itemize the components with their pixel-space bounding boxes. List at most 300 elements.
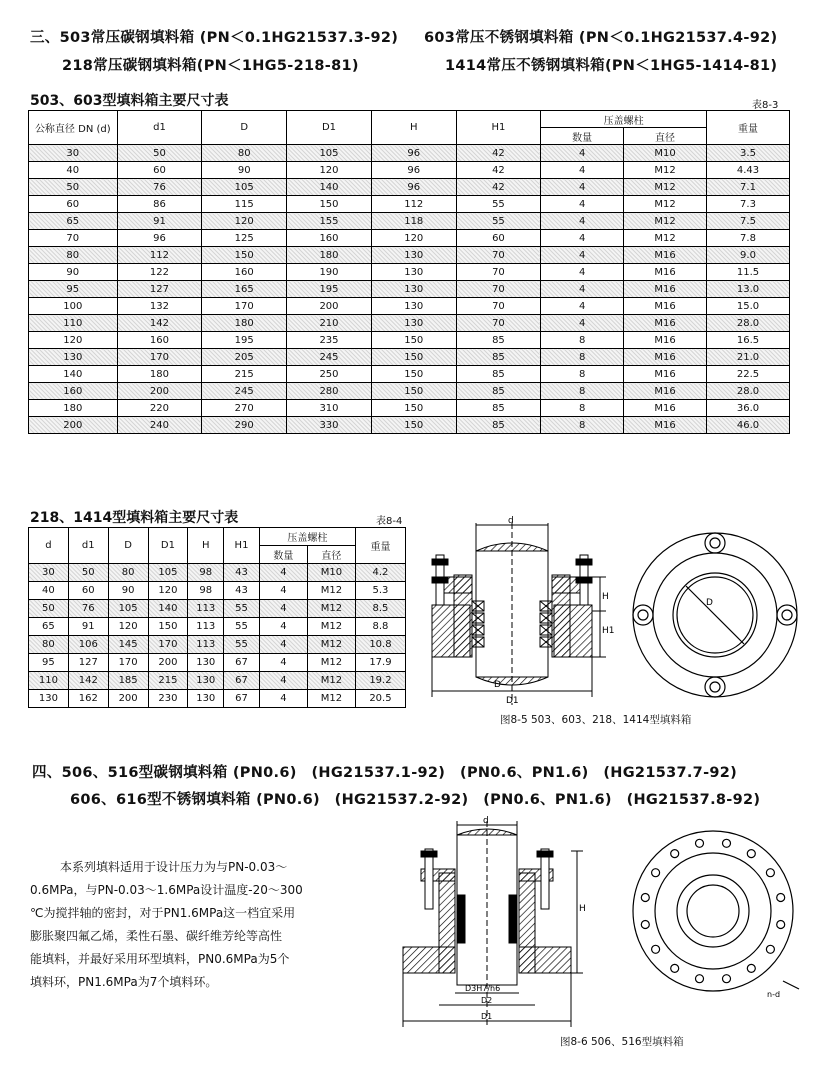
table2-row-cell: 8.8 bbox=[355, 618, 405, 636]
table1-row-cell: 235 bbox=[287, 332, 372, 349]
table1-row-cell: 195 bbox=[287, 281, 372, 298]
table1-row bbox=[29, 247, 790, 264]
table2-header-bolt-group: 压盖螺柱 bbox=[259, 528, 355, 546]
table1-row-cell: 140 bbox=[29, 366, 118, 383]
table2-header-weight: 重量 bbox=[355, 528, 405, 564]
table2-row-cell: 4 bbox=[259, 582, 307, 600]
bolt-hole-icon bbox=[641, 894, 649, 902]
fig86-label-D1: D1 bbox=[481, 1012, 493, 1021]
table1-row-cell: M16 bbox=[624, 247, 707, 264]
description-line-6: 填料环，PN1.6MPa为7个填料环。 bbox=[30, 975, 218, 989]
table1-row-cell: M16 bbox=[624, 366, 707, 383]
table2-row-cell: 127 bbox=[68, 654, 108, 672]
table2-row-cell: 76 bbox=[68, 600, 108, 618]
bolt-hole-icon bbox=[652, 869, 660, 877]
table1-row-cell: 200 bbox=[117, 383, 202, 400]
section4-line1: 四、506、516型碳钢填料箱 (PN0.6) (HG21537.1-92) (PN0.6、PN1.6) (HG21537.7-92) bbox=[32, 765, 738, 781]
bolt-hole-icon bbox=[747, 850, 755, 858]
table2-row-cell: 130 bbox=[188, 690, 224, 708]
table1-row-cell: 180 bbox=[287, 247, 372, 264]
table2-row-cell: 130 bbox=[188, 672, 224, 690]
table1-row-cell: 122 bbox=[117, 264, 202, 281]
table1-row-cell: 250 bbox=[287, 366, 372, 383]
bolt-hole-icon bbox=[641, 921, 649, 929]
table1-header-bolt-group: 压盖螺柱 bbox=[541, 111, 707, 128]
table1-row-cell: 70 bbox=[456, 298, 541, 315]
table2-row-cell: 67 bbox=[224, 690, 260, 708]
table2-row-cell: 110 bbox=[29, 672, 69, 690]
table2-row-cell: 67 bbox=[224, 654, 260, 672]
table2-header-H: H bbox=[188, 528, 224, 564]
table1-row-cell: 91 bbox=[117, 213, 202, 230]
table1 bbox=[28, 110, 790, 434]
table1-row bbox=[29, 315, 790, 332]
table1-row-cell: 70 bbox=[456, 315, 541, 332]
table1-row-cell: 85 bbox=[456, 417, 541, 434]
section3-line2-right: 1414常压不锈钢填料箱(PN＜1HG5-1414-81) bbox=[445, 58, 778, 74]
table2-row-cell: M12 bbox=[307, 654, 355, 672]
table1-row-cell: 13.0 bbox=[707, 281, 790, 298]
table2-row-cell: M12 bbox=[307, 636, 355, 654]
section3-line1-right: 603常压不锈钢填料箱 (PN＜0.1HG21537.4-92) bbox=[424, 30, 778, 46]
table2-row bbox=[29, 582, 406, 600]
table1-row-cell: 30 bbox=[29, 145, 118, 162]
table1-row-cell: 7.1 bbox=[707, 179, 790, 196]
fig86-label-H: H bbox=[579, 904, 586, 914]
table1-row-cell: 120 bbox=[371, 230, 456, 247]
table1-row-cell: 160 bbox=[29, 383, 118, 400]
table2-row-cell: 98 bbox=[188, 564, 224, 582]
table1-row-cell: M16 bbox=[624, 332, 707, 349]
table1-row-cell: 90 bbox=[29, 264, 118, 281]
description-line-4: 膨胀聚四氟乙烯，柔性石墨、碳纤维芳纶等高性 bbox=[30, 929, 283, 943]
table1-header-D1: D1 bbox=[287, 111, 372, 145]
table2-row-cell: M10 bbox=[307, 564, 355, 582]
table1-row bbox=[29, 145, 790, 162]
table1-row-cell: 105 bbox=[287, 145, 372, 162]
table2-row-cell: 43 bbox=[224, 582, 260, 600]
table1-row-cell: 200 bbox=[287, 298, 372, 315]
table2-row bbox=[29, 636, 406, 654]
table2-row-cell: 30 bbox=[29, 564, 69, 582]
table1-row-cell: 60 bbox=[117, 162, 202, 179]
fig86-caption: 图8-6 506、516型填料箱 bbox=[560, 1036, 684, 1048]
table1-row-cell: 70 bbox=[456, 264, 541, 281]
table2-row-cell: 130 bbox=[29, 690, 69, 708]
table2-row-cell: M12 bbox=[307, 672, 355, 690]
table2-row-cell: 4.2 bbox=[355, 564, 405, 582]
table2-row-cell: 200 bbox=[148, 654, 188, 672]
table1-row-cell: 70 bbox=[456, 281, 541, 298]
table1-row-cell: 7.5 bbox=[707, 213, 790, 230]
table1-row-cell: 8 bbox=[541, 349, 624, 366]
table1-row-cell: 55 bbox=[456, 196, 541, 213]
table2-row-cell: 50 bbox=[29, 600, 69, 618]
table1-row-cell: 76 bbox=[117, 179, 202, 196]
table1-row-cell: 220 bbox=[117, 400, 202, 417]
table1-row-cell: 7.8 bbox=[707, 230, 790, 247]
table1-row-cell: 130 bbox=[29, 349, 118, 366]
bolt-hole-icon bbox=[747, 964, 755, 972]
table2-row-cell: 55 bbox=[224, 636, 260, 654]
table1-row-cell: M12 bbox=[624, 196, 707, 213]
table2-row-cell: 43 bbox=[224, 564, 260, 582]
table2-row-cell: 4 bbox=[259, 690, 307, 708]
table1-row-cell: 120 bbox=[29, 332, 118, 349]
table2-row-cell: 4 bbox=[259, 618, 307, 636]
table1-row-cell: M16 bbox=[624, 315, 707, 332]
table1-row-cell: 245 bbox=[287, 349, 372, 366]
table1-row-cell: M16 bbox=[624, 264, 707, 281]
table1-row-cell: 105 bbox=[202, 179, 287, 196]
table2-row-cell: 10.8 bbox=[355, 636, 405, 654]
table1-ref: 表8-3 bbox=[752, 100, 779, 111]
table2-row-cell: 140 bbox=[148, 600, 188, 618]
table1-row-cell: 50 bbox=[117, 145, 202, 162]
table1-row-cell: 310 bbox=[287, 400, 372, 417]
table1-row-cell: 190 bbox=[287, 264, 372, 281]
table1-row-cell: 85 bbox=[456, 400, 541, 417]
table2-row-cell: 105 bbox=[148, 564, 188, 582]
table2-row-cell: M12 bbox=[307, 600, 355, 618]
table1-row-cell: 130 bbox=[371, 298, 456, 315]
table1-row-cell: 16.5 bbox=[707, 332, 790, 349]
table1-row bbox=[29, 349, 790, 366]
table1-row-cell: 280 bbox=[287, 383, 372, 400]
section4-line2: 606、616型不锈钢填料箱 (PN0.6) (HG21537.2-92) (PN0.6、PN1.6) (HG21537.8-92) bbox=[70, 792, 761, 808]
table1-row-cell: 160 bbox=[202, 264, 287, 281]
table1-header-qty: 数量 bbox=[541, 128, 624, 145]
table2-header-D: D bbox=[108, 528, 148, 564]
table2-row-cell: 50 bbox=[68, 564, 108, 582]
table1-row-cell: 4 bbox=[541, 315, 624, 332]
table2-row-cell: 55 bbox=[224, 618, 260, 636]
table1-row bbox=[29, 264, 790, 281]
table2-row bbox=[29, 618, 406, 636]
table1-row-cell: 165 bbox=[202, 281, 287, 298]
table1-row-cell: 127 bbox=[117, 281, 202, 298]
fig86-label-D3: D3H7/h6 bbox=[465, 984, 501, 993]
table2-row-cell: 8.5 bbox=[355, 600, 405, 618]
fig86-label-nd: n-d bbox=[767, 990, 781, 999]
bolt-hole-icon bbox=[696, 839, 704, 847]
table1-row-cell: 120 bbox=[287, 162, 372, 179]
table1-row-cell: 22.5 bbox=[707, 366, 790, 383]
section3-line2-left: 218常压碳钢填料箱(PN＜1HG5-218-81) bbox=[62, 58, 359, 74]
table2-header-d1: d1 bbox=[68, 528, 108, 564]
table2-row-cell: 4 bbox=[259, 654, 307, 672]
table1-row-cell: 90 bbox=[202, 162, 287, 179]
table1-header-dn: 公称直径 DN (d) bbox=[29, 111, 118, 145]
table2-header-size: 直径 bbox=[307, 546, 355, 564]
table1-row bbox=[29, 383, 790, 400]
table1-row-cell: 245 bbox=[202, 383, 287, 400]
table1-row-cell: 160 bbox=[117, 332, 202, 349]
table2-header-qty: 数量 bbox=[259, 546, 307, 564]
table1-row-cell: 132 bbox=[117, 298, 202, 315]
table2-row-cell: 65 bbox=[29, 618, 69, 636]
table2-row-cell: 4 bbox=[259, 564, 307, 582]
table1-row-cell: 85 bbox=[456, 332, 541, 349]
fig85-label-H1: H1 bbox=[602, 626, 615, 636]
table1-row-cell: 42 bbox=[456, 162, 541, 179]
table1-row-cell: 55 bbox=[456, 213, 541, 230]
table2-row-cell: M12 bbox=[307, 582, 355, 600]
table1-row-cell: M16 bbox=[624, 298, 707, 315]
table1-row-cell: 4 bbox=[541, 298, 624, 315]
table2-row-cell: 113 bbox=[188, 618, 224, 636]
table2-row-cell: M12 bbox=[307, 690, 355, 708]
table1-row-cell: 170 bbox=[202, 298, 287, 315]
bolt-hole-icon bbox=[723, 975, 731, 983]
table2-row-cell: 55 bbox=[224, 600, 260, 618]
table1-row-cell: 4.43 bbox=[707, 162, 790, 179]
fig85-top-view bbox=[633, 533, 797, 697]
table1-row bbox=[29, 366, 790, 383]
table1-row-cell: 180 bbox=[202, 315, 287, 332]
table2-row-cell: 120 bbox=[148, 582, 188, 600]
table1-row-cell: 130 bbox=[371, 315, 456, 332]
table1-row-cell: 4 bbox=[541, 145, 624, 162]
table2-row-cell: 113 bbox=[188, 636, 224, 654]
table2-row-cell: 98 bbox=[188, 582, 224, 600]
table1-header-size: 直径 bbox=[624, 128, 707, 145]
table2-row-cell: 19.2 bbox=[355, 672, 405, 690]
table1-header-H: H bbox=[371, 111, 456, 145]
bolt-hole-icon bbox=[671, 964, 679, 972]
fig85-label-D1: D1 bbox=[506, 696, 519, 706]
table2-row-cell: 200 bbox=[108, 690, 148, 708]
table1-row-cell: 95 bbox=[29, 281, 118, 298]
table1-row-cell: 4 bbox=[541, 264, 624, 281]
table1-row-cell: 96 bbox=[371, 145, 456, 162]
table1-row-cell: 28.0 bbox=[707, 383, 790, 400]
bolt-hole-icon bbox=[766, 869, 774, 877]
table1-row bbox=[29, 298, 790, 315]
bolt-hole-icon bbox=[671, 850, 679, 858]
table1-row-cell: 112 bbox=[117, 247, 202, 264]
description bbox=[30, 856, 370, 994]
table1-row-cell: 120 bbox=[202, 213, 287, 230]
table1-row-cell: 96 bbox=[117, 230, 202, 247]
table1-row-cell: 150 bbox=[371, 366, 456, 383]
table1-row-cell: 215 bbox=[202, 366, 287, 383]
table1-row-cell: 4 bbox=[541, 247, 624, 264]
table2-row-cell: 4 bbox=[259, 636, 307, 654]
table1-row-cell: 8 bbox=[541, 383, 624, 400]
table1-row-cell: M16 bbox=[624, 383, 707, 400]
table2-row-cell: 120 bbox=[108, 618, 148, 636]
table1-row-cell: 4 bbox=[541, 162, 624, 179]
bolt-hole-icon bbox=[696, 975, 704, 983]
table2-row-cell: 80 bbox=[29, 636, 69, 654]
table1-row-cell: 96 bbox=[371, 179, 456, 196]
table2-row-cell: 67 bbox=[224, 672, 260, 690]
table1-row-cell: 4 bbox=[541, 179, 624, 196]
table1-row-cell: 80 bbox=[202, 145, 287, 162]
table2-row-cell: 4 bbox=[259, 672, 307, 690]
table1-row-cell: 36.0 bbox=[707, 400, 790, 417]
fig86-section-view bbox=[403, 821, 583, 1027]
table2-row-cell: 40 bbox=[29, 582, 69, 600]
table1-header-H1: H1 bbox=[456, 111, 541, 145]
fig85-section-view bbox=[432, 523, 606, 705]
table1-row-cell: M16 bbox=[624, 417, 707, 434]
table1-row-cell: 9.0 bbox=[707, 247, 790, 264]
table2-row-cell: 142 bbox=[68, 672, 108, 690]
table1-row-cell: 65 bbox=[29, 213, 118, 230]
fig85-label-D-top: D bbox=[706, 598, 713, 608]
table1-row-cell: 11.5 bbox=[707, 264, 790, 281]
table1-row-cell: 42 bbox=[456, 145, 541, 162]
table2-row-cell: 150 bbox=[148, 618, 188, 636]
table1-row-cell: 330 bbox=[287, 417, 372, 434]
table2-row-cell: 170 bbox=[108, 654, 148, 672]
table2-row-cell: M12 bbox=[307, 618, 355, 636]
table1-row bbox=[29, 400, 790, 417]
table2 bbox=[28, 527, 406, 708]
table1-row-cell: M16 bbox=[624, 400, 707, 417]
table1-row-cell: 130 bbox=[371, 247, 456, 264]
bolt-hole-icon bbox=[766, 945, 774, 953]
table1-row-cell: 40 bbox=[29, 162, 118, 179]
table1-row bbox=[29, 162, 790, 179]
table2-row-cell: 215 bbox=[148, 672, 188, 690]
table1-row-cell: 96 bbox=[371, 162, 456, 179]
table1-row-cell: M10 bbox=[624, 145, 707, 162]
table1-row-cell: 270 bbox=[202, 400, 287, 417]
table1-row bbox=[29, 179, 790, 196]
table2-row bbox=[29, 654, 406, 672]
description-line-3: ℃为搅拌轴的密封，对于PN1.6MPa这一档宜采用 bbox=[30, 906, 296, 920]
table2-row-cell: 185 bbox=[108, 672, 148, 690]
table1-row-cell: 115 bbox=[202, 196, 287, 213]
table1-row-cell: 80 bbox=[29, 247, 118, 264]
table1-row-cell: 130 bbox=[371, 264, 456, 281]
table2-row-cell: 20.5 bbox=[355, 690, 405, 708]
table1-row-cell: 46.0 bbox=[707, 417, 790, 434]
table1-row-cell: M16 bbox=[624, 349, 707, 366]
table2-row-cell: 17.9 bbox=[355, 654, 405, 672]
description-line-1: 本系列填料适用于设计压力为与PN-0.03～ bbox=[60, 860, 288, 874]
fig86-top-view bbox=[633, 831, 799, 991]
fig85-label-D: D bbox=[494, 680, 501, 690]
table2-row-cell: 106 bbox=[68, 636, 108, 654]
table1-row-cell: 86 bbox=[117, 196, 202, 213]
table2-row-cell: 91 bbox=[68, 618, 108, 636]
table1-row-cell: 28.0 bbox=[707, 315, 790, 332]
table1-row-cell: 15.0 bbox=[707, 298, 790, 315]
table1-row-cell: 4 bbox=[541, 281, 624, 298]
table2-row-cell: 230 bbox=[148, 690, 188, 708]
table1-row-cell: 60 bbox=[29, 196, 118, 213]
table1-row bbox=[29, 196, 790, 213]
description-line-5: 能填料，并最好采用环型填料，PN0.6MPa为5个 bbox=[30, 952, 290, 966]
table1-row-cell: 8 bbox=[541, 400, 624, 417]
table1-row-cell: 85 bbox=[456, 349, 541, 366]
fig85-caption: 图8-5 503、603、218、1414型填料箱 bbox=[500, 714, 692, 726]
table1-row bbox=[29, 417, 790, 434]
table2-row-cell: 105 bbox=[108, 600, 148, 618]
table1-row-cell: 112 bbox=[371, 196, 456, 213]
table1-row-cell: 118 bbox=[371, 213, 456, 230]
table1-row-cell: 180 bbox=[29, 400, 118, 417]
fig85-label-H: H bbox=[602, 592, 609, 602]
table1-row-cell: 50 bbox=[29, 179, 118, 196]
table2-row-cell: 170 bbox=[148, 636, 188, 654]
description-line-2: 0.6MPa，与PN-0.03～1.6MPa设计温度-20～300 bbox=[30, 883, 303, 897]
table1-row-cell: 150 bbox=[287, 196, 372, 213]
table2-row-cell: 145 bbox=[108, 636, 148, 654]
table1-row-cell: 155 bbox=[287, 213, 372, 230]
table2-header-d: d bbox=[29, 528, 69, 564]
table1-row-cell: M12 bbox=[624, 230, 707, 247]
table1-row-cell: 3.5 bbox=[707, 145, 790, 162]
table1-header-D: D bbox=[202, 111, 287, 145]
table1-row bbox=[29, 281, 790, 298]
table1-row-cell: 7.3 bbox=[707, 196, 790, 213]
table1-row-cell: 170 bbox=[117, 349, 202, 366]
table1-row-cell: 130 bbox=[371, 281, 456, 298]
table2-ref: 表8-4 bbox=[376, 516, 403, 527]
table2-row bbox=[29, 690, 406, 708]
table1-row-cell: 290 bbox=[202, 417, 287, 434]
table1-row-cell: M16 bbox=[624, 281, 707, 298]
table2-row-cell: 60 bbox=[68, 582, 108, 600]
bolt-hole-icon bbox=[777, 894, 785, 902]
table2-row-cell: 162 bbox=[68, 690, 108, 708]
table1-row-cell: 150 bbox=[371, 349, 456, 366]
table1-row bbox=[29, 213, 790, 230]
fig86-label-D2: D2 bbox=[481, 996, 493, 1005]
table1-row-cell: 140 bbox=[287, 179, 372, 196]
table2-row-cell: 4 bbox=[259, 600, 307, 618]
table1-row-cell: 142 bbox=[117, 315, 202, 332]
table2-row bbox=[29, 564, 406, 582]
table1-row-cell: 150 bbox=[371, 417, 456, 434]
table1-row-cell: 150 bbox=[371, 332, 456, 349]
table1-row bbox=[29, 230, 790, 247]
table2-row bbox=[29, 600, 406, 618]
table1-row-cell: 8 bbox=[541, 332, 624, 349]
table1-row-cell: M12 bbox=[624, 179, 707, 196]
fig86-drawing bbox=[395, 815, 815, 1037]
table2-row bbox=[29, 672, 406, 690]
table2-header-D1: D1 bbox=[148, 528, 188, 564]
section3-line1-left: 三、503常压碳钢填料箱 (PN＜0.1HG21537.3-92) bbox=[30, 30, 399, 46]
table2-header-H1: H1 bbox=[224, 528, 260, 564]
bolt-hole-icon bbox=[652, 945, 660, 953]
table1-row-cell: 21.0 bbox=[707, 349, 790, 366]
table1-row-cell: 60 bbox=[456, 230, 541, 247]
table1-row-cell: 110 bbox=[29, 315, 118, 332]
fig86-label-d: d bbox=[483, 816, 489, 826]
table1-row-cell: 4 bbox=[541, 230, 624, 247]
bolt-hole-icon bbox=[777, 921, 785, 929]
table1-row-cell: 125 bbox=[202, 230, 287, 247]
table2-title: 218、1414型填料箱主要尺寸表 bbox=[30, 510, 239, 526]
table1-row-cell: 85 bbox=[456, 366, 541, 383]
table1-row-cell: 195 bbox=[202, 332, 287, 349]
table2-row-cell: 80 bbox=[108, 564, 148, 582]
table1-row-cell: 150 bbox=[202, 247, 287, 264]
table2-row-cell: 95 bbox=[29, 654, 69, 672]
table1-row-cell: 240 bbox=[117, 417, 202, 434]
table1-row-cell: M12 bbox=[624, 162, 707, 179]
table2-row-cell: 130 bbox=[188, 654, 224, 672]
table2-row-cell: 113 bbox=[188, 600, 224, 618]
table1-row-cell: 160 bbox=[287, 230, 372, 247]
